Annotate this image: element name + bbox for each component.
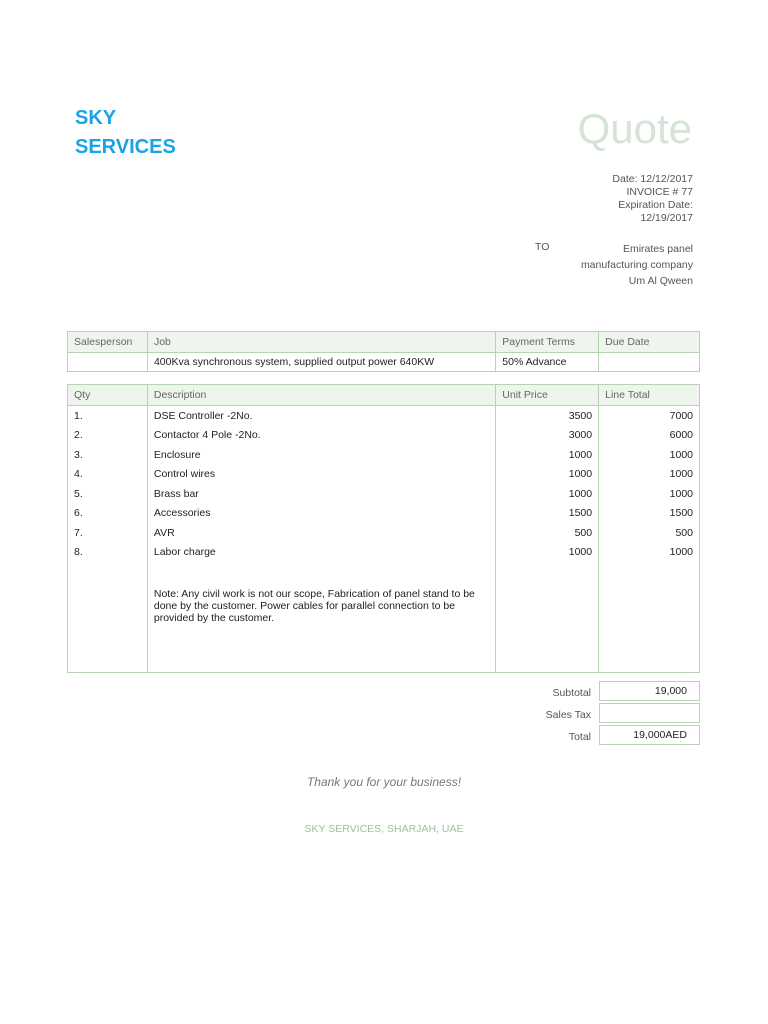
unit-price-cell: 3000 [496,426,599,446]
table-row [68,406,700,426]
header-salesperson: Salesperson [68,332,148,353]
header-due-date: Due Date [599,332,700,353]
header-qty: Qty [68,385,148,406]
line-total-cell: 1500 [599,504,700,524]
note-text: Note: Any civil work is not our scope, Fabrication of panel stand to be done by the customer. Power cables for parallel connection to be provided by the customer. [147,582,495,673]
header-description: Description [147,385,495,406]
expiration-date: 12/19/2017 [640,212,693,224]
description-cell: Labor charge [147,543,495,563]
header-payment-terms: Payment Terms [496,332,599,353]
unit-price-cell: 3500 [496,406,599,426]
recipient-address [581,241,693,289]
thank-you-message: Thank you for your business! [306,775,462,789]
payment-terms-cell: 50% Advance [496,353,599,372]
quote-meta [612,173,693,225]
due-date-cell [599,353,700,372]
qty-cell: 4. [68,465,148,485]
total-value: 19,000AED [599,725,700,745]
expiration-label: Expiration Date: [618,199,693,211]
note-row [68,582,700,673]
subtotal-label: Subtotal [552,687,591,699]
recipient-line2: manufacturing company [580,259,693,271]
line-total-cell: 1000 [599,445,700,465]
unit-price-cell: 1500 [496,504,599,524]
description-cell: AVR [147,523,495,543]
invoice-number: INVOICE # 77 [626,186,693,198]
line-total-cell: 6000 [599,426,700,446]
qty-cell: 6. [68,504,148,524]
line-total-cell: 1000 [599,484,700,504]
spacer-row [68,562,700,582]
sales-tax-value [599,703,700,723]
job-table [67,331,700,372]
recipient-line3: Um Al Qween [628,275,693,287]
to-label: TO [535,241,550,253]
description-cell: Brass bar [147,484,495,504]
total-label: Total [568,731,591,743]
line-total-cell: 1000 [599,543,700,563]
description-cell: Accessories [147,504,495,524]
table-row [68,484,700,504]
footer-address: SKY SERVICES, SHARJAH, UAE [304,823,464,835]
qty-cell: 2. [68,426,148,446]
description-cell: Control wires [147,465,495,485]
job-row [68,353,700,372]
line-total-cell: 1000 [599,465,700,485]
table-row [68,543,700,563]
header-line-total: Line Total [599,385,700,406]
unit-price-cell: 1000 [496,445,599,465]
recipient-line1: Emirates panel [622,243,693,255]
unit-price-cell: 500 [496,523,599,543]
description-cell: Enclosure [147,445,495,465]
description-cell: DSE Controller -2No. [147,406,495,426]
line-total-cell: 500 [599,523,700,543]
qty-cell: 1. [68,406,148,426]
table-row [68,426,700,446]
table-row [68,465,700,485]
table-row [68,504,700,524]
line-total-cell: 7000 [599,406,700,426]
unit-price-cell: 1000 [496,484,599,504]
table-row [68,445,700,465]
quote-date: Date: 12/12/2017 [612,173,693,185]
qty-cell: 3. [68,445,148,465]
qty-cell: 7. [68,523,148,543]
table-row [68,523,700,543]
unit-price-cell: 1000 [496,465,599,485]
company-name-line1: SKY [75,107,117,129]
qty-cell: 8. [68,543,148,563]
company-name [75,104,176,162]
document-title: Quote [577,105,692,152]
header-unit-price: Unit Price [496,385,599,406]
job-cell: 400Kva synchronous system, supplied output power 640KW [147,353,495,372]
salesperson-cell [68,353,148,372]
company-name-line2: SERVICES [75,136,176,158]
subtotal-value: 19,000 [599,681,700,701]
sales-tax-label: Sales Tax [545,709,591,721]
items-table [67,384,700,673]
description-cell: Contactor 4 Pole -2No. [147,426,495,446]
qty-cell: 5. [68,484,148,504]
header-job: Job [147,332,495,353]
unit-price-cell: 1000 [496,543,599,563]
